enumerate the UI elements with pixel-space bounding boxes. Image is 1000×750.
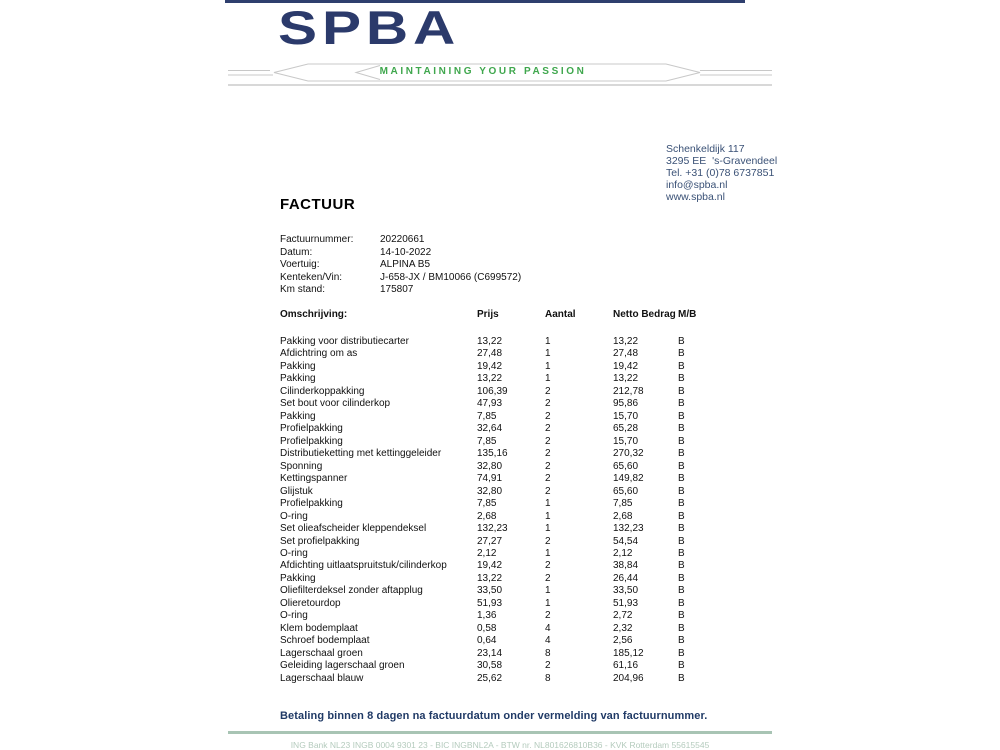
cell-prijs: 13,22: [477, 572, 503, 584]
cell-prijs: 19,42: [477, 360, 503, 372]
cell-mb: B: [678, 523, 685, 535]
cell-netto-bedrag: 13,22: [613, 373, 639, 385]
detail-label: Voertuig:: [280, 259, 320, 271]
cell-netto-bedrag: 15,70: [613, 435, 639, 447]
cell-mb: B: [678, 635, 685, 647]
cell-mb: B: [678, 535, 685, 547]
cell-omschrijving: Schroef bodemplaat: [280, 635, 370, 647]
cell-mb: B: [678, 385, 685, 397]
cell-netto-bedrag: 2,32: [613, 622, 633, 634]
cell-prijs: 27,27: [477, 535, 503, 547]
cell-aantal: 8: [545, 647, 551, 659]
detail-value: ALPINA B5: [380, 259, 431, 271]
cell-mb: B: [678, 360, 685, 372]
detail-row: [280, 284, 521, 297]
cell-netto-bedrag: 95,86: [613, 398, 639, 410]
table-row: [280, 523, 750, 535]
cell-mb: B: [678, 423, 685, 435]
cell-aantal: 8: [545, 672, 551, 684]
cell-prijs: 51,93: [477, 597, 503, 609]
cell-netto-bedrag: 212,78: [613, 385, 644, 397]
cell-prijs: 7,85: [477, 410, 497, 422]
tagline-band: [228, 60, 772, 86]
table-row: [280, 511, 750, 523]
table-row: [280, 473, 750, 485]
table-row: [280, 498, 750, 510]
detail-label: Datum:: [280, 246, 313, 258]
detail-row: [280, 247, 521, 260]
cell-omschrijving: Set bout voor cilinderkop: [280, 398, 391, 410]
detail-row: [280, 259, 521, 272]
footer-divider: [228, 731, 772, 734]
cell-netto-bedrag: 270,32: [613, 448, 644, 460]
cell-aantal: 4: [545, 622, 551, 634]
cell-omschrijving: Geleiding lagerschaal groen: [280, 660, 405, 672]
cell-aantal: 1: [545, 348, 551, 360]
cell-omschrijving: Klem bodemplaat: [280, 622, 358, 634]
table-row: [280, 598, 750, 610]
cell-mb: B: [678, 336, 685, 347]
table-row: [280, 536, 750, 548]
table-row: [280, 436, 750, 448]
cell-netto-bedrag: 65,60: [613, 460, 639, 472]
cell-prijs: 0,64: [477, 635, 497, 647]
cell-prijs: 2,68: [477, 510, 497, 522]
table-row: [280, 386, 750, 398]
cell-prijs: 25,62: [477, 672, 503, 684]
cell-netto-bedrag: 61,16: [613, 660, 639, 672]
cell-mb: B: [678, 510, 685, 522]
table-row: [280, 660, 750, 672]
cell-omschrijving: O-ring: [280, 547, 308, 559]
cell-omschrijving: Afdichtring om as: [280, 348, 358, 360]
contact-line: info@spba.nl: [666, 179, 728, 192]
cell-prijs: 13,22: [477, 336, 503, 347]
contact-line: www.spba.nl: [666, 191, 725, 204]
cell-aantal: 2: [545, 460, 551, 472]
contact-block: [666, 106, 777, 204]
cell-mb: B: [678, 622, 685, 634]
cell-omschrijving: Distributieketting met kettinggeleider: [280, 448, 442, 460]
cell-prijs: 32,80: [477, 460, 503, 472]
cell-aantal: 2: [545, 410, 551, 422]
cell-netto-bedrag: 65,60: [613, 485, 639, 497]
cell-prijs: 27,48: [477, 348, 503, 360]
cell-prijs: 23,14: [477, 647, 503, 659]
cell-omschrijving: Glijstuk: [280, 485, 313, 497]
cell-mb: B: [678, 547, 685, 559]
cell-netto-bedrag: 2,56: [613, 635, 633, 647]
cell-mb: B: [678, 460, 685, 472]
cell-prijs: 132,23: [477, 523, 508, 535]
cell-omschrijving: Profielpakking: [280, 498, 343, 510]
cell-omschrijving: Kettingspanner: [280, 473, 348, 485]
table-row: [280, 673, 750, 685]
table-row: [280, 398, 750, 410]
cell-prijs: 13,22: [477, 373, 503, 385]
cell-aantal: 1: [545, 597, 551, 609]
cell-omschrijving: Lagerschaal groen: [280, 647, 363, 659]
cell-netto-bedrag: 54,54: [613, 535, 639, 547]
bank-details-footer: ING Bank NL23 INGB 0004 9301 23 - BIC INGBNL2A - BTW nr. NL801626810B36 - KVK Rotterdam 55615545: [290, 740, 710, 750]
cell-omschrijving: O-ring: [280, 510, 308, 522]
cell-mb: B: [678, 373, 685, 385]
table-header-row: [280, 308, 750, 321]
page-title: FACTUUR: [280, 196, 356, 213]
table-row: [280, 361, 750, 373]
cell-aantal: 2: [545, 448, 551, 460]
table-row: [280, 411, 750, 423]
cell-omschrijving: Sponning: [280, 460, 323, 472]
spba-logo: SPBA: [278, 3, 461, 55]
table-row: [280, 573, 750, 585]
cell-netto-bedrag: 7,85: [613, 498, 633, 510]
line-items-table: [280, 308, 750, 685]
cell-omschrijving: Set olieafscheider kleppendeksel: [280, 523, 427, 535]
cell-mb: B: [678, 448, 685, 460]
cell-netto-bedrag: 2,68: [613, 510, 633, 522]
cell-mb: B: [678, 672, 685, 684]
table-row: [280, 548, 750, 560]
cell-netto-bedrag: 38,84: [613, 560, 639, 572]
cell-mb: B: [678, 647, 685, 659]
cell-omschrijving: Olieretourdop: [280, 597, 341, 609]
cell-netto-bedrag: 2,12: [613, 547, 633, 559]
cell-prijs: 7,85: [477, 435, 497, 447]
table-row: [280, 648, 750, 660]
cell-omschrijving: Afdichting uitlaatspruitstuk/cilinderkop: [280, 560, 447, 572]
col-header-aantal: Aantal: [545, 309, 576, 320]
cell-aantal: 2: [545, 535, 551, 547]
cell-aantal: 1: [545, 523, 551, 535]
payment-terms-note: Betaling binnen 8 dagen na factuurdatum onder vermelding van factuurnummer.: [280, 710, 708, 722]
cell-mb: B: [678, 485, 685, 497]
cell-mb: B: [678, 473, 685, 485]
cell-netto-bedrag: 2,72: [613, 610, 633, 622]
cell-mb: B: [678, 585, 685, 597]
cell-prijs: 106,39: [477, 385, 508, 397]
cell-omschrijving: Profielpakking: [280, 423, 343, 435]
detail-value: 20220661: [380, 234, 425, 245]
detail-value: J-658-JX / BM10066 (C699572): [380, 271, 522, 283]
cell-aantal: 2: [545, 485, 551, 497]
cell-netto-bedrag: 15,70: [613, 410, 639, 422]
cell-netto-bedrag: 149,82: [613, 473, 644, 485]
cell-netto-bedrag: 19,42: [613, 360, 639, 372]
cell-aantal: 1: [545, 360, 551, 372]
cell-netto-bedrag: 26,44: [613, 572, 639, 584]
cell-omschrijving: Pakking: [280, 410, 316, 422]
detail-row: [280, 234, 521, 247]
table-row: [280, 635, 750, 647]
table-row: [280, 373, 750, 385]
table-row: [280, 448, 750, 460]
cell-aantal: 1: [545, 510, 551, 522]
col-header-prijs: Prijs: [477, 309, 499, 320]
col-header-netto-bedrag: Netto Bedrag: [613, 309, 676, 320]
detail-value: 175807: [380, 284, 414, 296]
table-row: [280, 623, 750, 635]
cell-aantal: 2: [545, 435, 551, 447]
cell-omschrijving: Profielpakking: [280, 435, 343, 447]
cell-mb: B: [678, 435, 685, 447]
cell-omschrijving: Oliefilterdeksel zonder aftapplug: [280, 585, 423, 597]
table-body: [280, 336, 750, 685]
table-row: [280, 560, 750, 572]
cell-prijs: 7,85: [477, 498, 497, 510]
detail-label: Kenteken/Vin:: [280, 271, 343, 283]
cell-netto-bedrag: 65,28: [613, 423, 639, 435]
cell-aantal: 2: [545, 473, 551, 485]
detail-label: Factuurnummer:: [280, 234, 354, 245]
table-row: [280, 486, 750, 498]
cell-omschrijving: O-ring: [280, 610, 308, 622]
cell-prijs: 0,58: [477, 622, 497, 634]
cell-mb: B: [678, 660, 685, 672]
cell-omschrijving: Cilinderkoppakking: [280, 385, 365, 397]
cell-omschrijving: Pakking: [280, 572, 316, 584]
col-header-omschrijving: Omschrijving:: [280, 309, 348, 320]
cell-prijs: 30,58: [477, 660, 503, 672]
cell-aantal: 1: [545, 585, 551, 597]
cell-mb: B: [678, 597, 685, 609]
cell-omschrijving: Lagerschaal blauw: [280, 672, 364, 684]
cell-aantal: 2: [545, 398, 551, 410]
cell-mb: B: [678, 572, 685, 584]
table-row: [280, 336, 750, 348]
cell-prijs: 2,12: [477, 547, 497, 559]
cell-netto-bedrag: 185,12: [613, 647, 644, 659]
cell-aantal: 1: [545, 373, 551, 385]
cell-aantal: 1: [545, 336, 551, 347]
cell-prijs: 19,42: [477, 560, 503, 572]
cell-aantal: 2: [545, 610, 551, 622]
cell-mb: B: [678, 560, 685, 572]
cell-netto-bedrag: 13,22: [613, 336, 639, 347]
detail-value: 14-10-2022: [380, 246, 432, 258]
cell-mb: B: [678, 410, 685, 422]
cell-netto-bedrag: 204,96: [613, 672, 644, 684]
contact-line: Tel. +31 (0)78 6737851: [666, 167, 775, 180]
invoice-details: [280, 234, 521, 297]
cell-prijs: 74,91: [477, 473, 503, 485]
cell-aantal: 1: [545, 498, 551, 510]
detail-label: Km stand:: [280, 284, 326, 296]
cell-prijs: 1,36: [477, 610, 497, 622]
cell-aantal: 2: [545, 560, 551, 572]
cell-omschrijving: Set profielpakking: [280, 535, 360, 547]
cell-netto-bedrag: 51,93: [613, 597, 639, 609]
cell-mb: B: [678, 398, 685, 410]
cell-netto-bedrag: 33,50: [613, 585, 639, 597]
col-header-mb: M/B: [678, 309, 697, 320]
cell-prijs: 47,93: [477, 398, 503, 410]
cell-aantal: 2: [545, 572, 551, 584]
cell-prijs: 33,50: [477, 585, 503, 597]
cell-prijs: 32,80: [477, 485, 503, 497]
cell-mb: B: [678, 610, 685, 622]
cell-aantal: 2: [545, 385, 551, 397]
cell-omschrijving: Pakking: [280, 373, 316, 385]
cell-prijs: 32,64: [477, 423, 503, 435]
cell-aantal: 1: [545, 547, 551, 559]
table-row: [280, 610, 750, 622]
cell-omschrijving: Pakking: [280, 360, 316, 372]
header-divider: [228, 84, 772, 86]
table-row: [280, 585, 750, 597]
cell-mb: B: [678, 348, 685, 360]
cell-mb: B: [678, 498, 685, 510]
cell-omschrijving: Pakking voor distributiecarter: [280, 336, 409, 347]
detail-row: [280, 272, 521, 285]
contact-line: 3295 EE 's-Gravendeel: [666, 154, 778, 167]
table-row: [280, 423, 750, 435]
cell-netto-bedrag: 132,23: [613, 523, 644, 535]
tagline-text: MAINTAINING YOUR PASSION: [379, 66, 587, 77]
invoice-page: [228, 0, 778, 750]
contact-line: Schenkeldijk 117: [666, 142, 745, 155]
cell-netto-bedrag: 27,48: [613, 348, 639, 360]
cell-prijs: 135,16: [477, 448, 508, 460]
cell-aantal: 4: [545, 635, 551, 647]
table-row: [280, 348, 750, 360]
cell-aantal: 2: [545, 423, 551, 435]
cell-aantal: 2: [545, 660, 551, 672]
table-row: [280, 461, 750, 473]
